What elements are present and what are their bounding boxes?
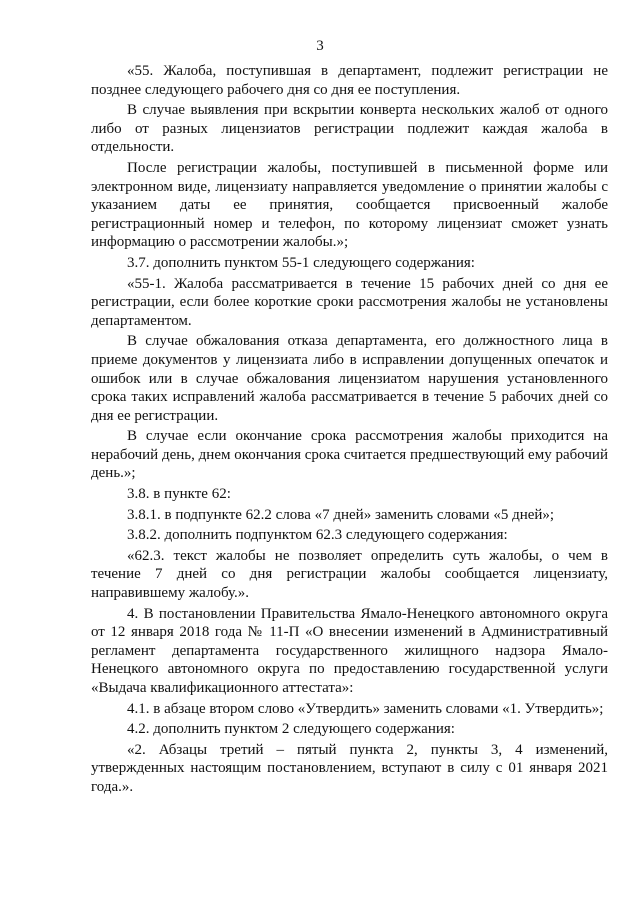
paragraph-multiple-complaints: В случае выявления при вскрытии конверта нескольких жалоб от одного либо от разных лицензиатов регистрации подлежит каждая жалоба в отдельности. [91, 102, 608, 156]
paragraph-3-8-2: 3.8.2. дополнить подпунктом 62.3 следующего содержания: [127, 527, 508, 544]
paragraph-4-2: 4.2. дополнить пунктом 2 следующего содержания: [127, 721, 455, 738]
paragraph-2-effective-date: «2. Абзацы третий – пятый пункта 2, пункты 3, 4 изменений, утвержденных настоящим постановлением, вступают в силу с 01 января 2021 года.». [91, 741, 608, 795]
paragraph-4-1: 4.1. в абзаце втором слово «Утвердить» заменить словами «1. Утвердить»; [127, 700, 604, 717]
paragraph-registration-notice: После регистрации жалобы, поступившей в письменной форме или электронном виде, лицензиату направляется уведомление о принятии жалобы с указанием даты ее принятия, сообщается присвоенный жалобе регистрационный номер и телефон, по которому лицензиат сможет узнать информацию о рассмотрении жалобы.»; [91, 159, 608, 251]
paragraph-4: 4. В постановлении Правительства Ямало-Ненецкого автономного округа от 12 января 2018 года № 11-П «О внесении изменений в Административный регламент департамента государственного жилищного надзора Ямало-Ненецкого автономного округа по предоставлению государственной услуги «Выдача квалификационного аттестата»: [91, 605, 608, 696]
paragraph-55: «55. Жалоба, поступившая в департамент, подлежит регистрации не позднее следующего рабочего дня со дня ее поступления. [91, 63, 608, 98]
paragraph-62-3: «62.3. текст жалобы не позволяет определить суть жалобы, о чем в течение 7 дней со дня регистрации жалобы сообщается лицензиату, направившему жалобу.». [91, 547, 608, 602]
paragraph-3-7: 3.7. дополнить пунктом 55-1 следующего содержания: [127, 254, 475, 271]
paragraph-55-1: «55-1. Жалоба рассматривается в течение 15 рабочих дней со дня ее регистрации, если более короткие сроки рассмотрения жалобы не установлены департаментом. [91, 275, 608, 329]
page-number: 3 [316, 38, 324, 54]
paragraph-non-working-day: В случае если окончание срока рассмотрения жалобы приходится на нерабочий день, днем окончания срока считается предшествующий ему рабочий день.»; [91, 428, 608, 482]
paragraph-3-8-1: 3.8.1. в подпункте 62.2 слова «7 дней» заменить словами «5 дней»; [127, 506, 555, 523]
paragraph-3-8: 3.8. в пункте 62: [127, 486, 231, 503]
paragraph-refusal-appeal: В случае обжалования отказа департамента, его должностного лица в приеме документов у лицензиата либо в исправлении допущенных опечаток и ошибок или в случае обжалования лицензиатом нарушения установленного срока таких исправлений жалоба рассматривается в течение 5 рабочих дней со дня ее регистрации. [91, 333, 608, 424]
document-body [91, 62, 608, 797]
